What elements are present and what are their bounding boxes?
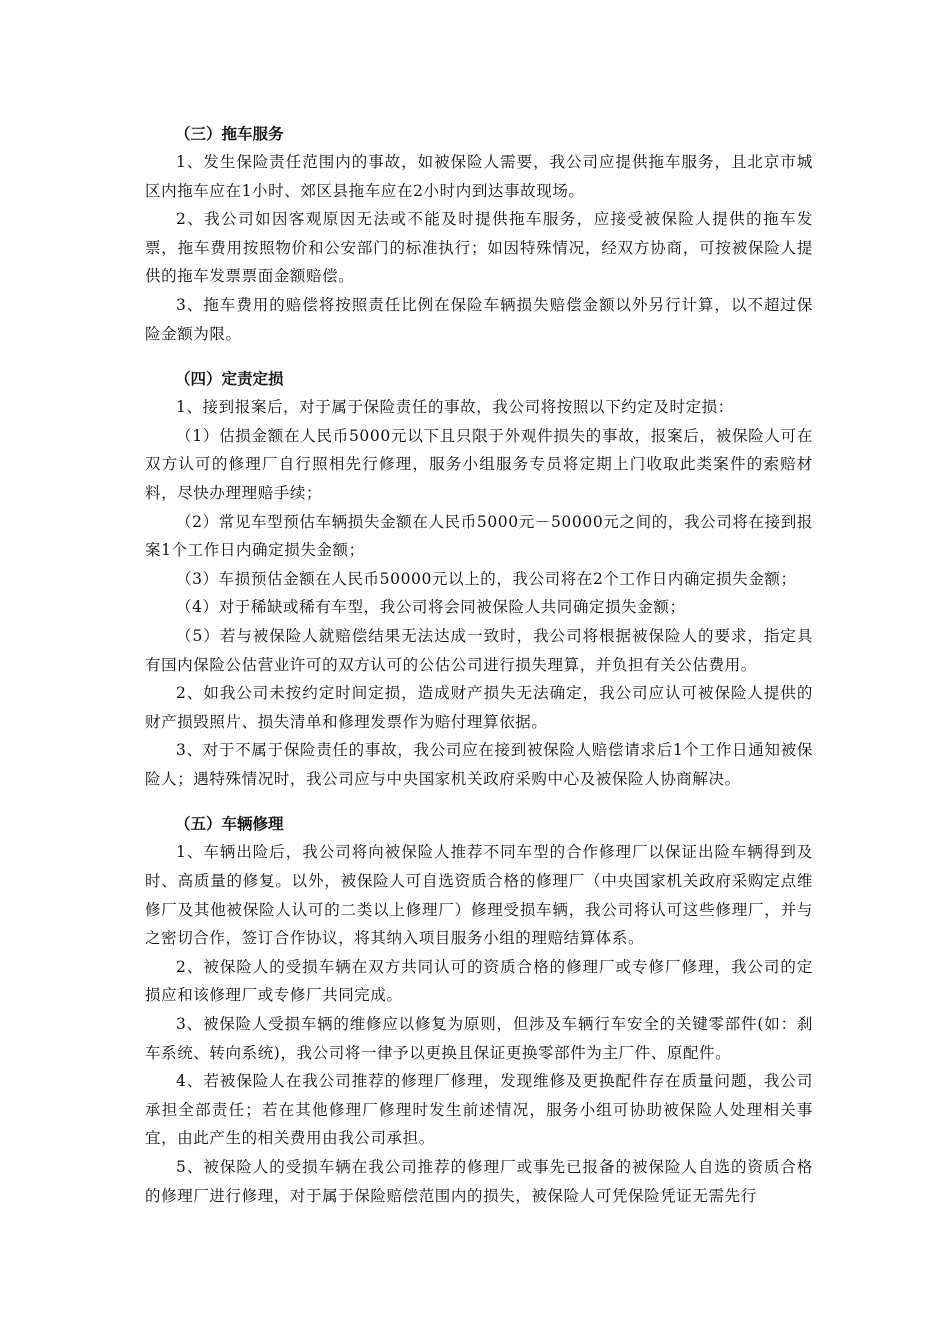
- paragraph: 1、发生保险责任范围内的事故，如被保险人需要，我公司应提供拖车服务，且北京市城区内拖车应在1小时、郊区县拖车应在2小时内到达事故现场。: [145, 153, 813, 200]
- paragraph: （5）若与被保险人就赔偿结果无法达成一致时，我公司将根据被保险人的要求，指定具有国内保险公估营业许可的双方认可的公估公司进行损失理算，并负担有关公估费用。: [145, 626, 813, 674]
- paragraph: 5、被保险人的受损车辆在我公司推荐的修理厂或事先已报备的被保险人自选的资质合格的修理厂进行修理，对于属于保险赔偿范围内的损失，被保险人可凭保险凭证无需先行: [145, 1158, 813, 1205]
- document-page: [145, 120, 813, 1227]
- paragraph: 2、被保险人的受损车辆在双方共同认可的资质合格的修理厂或专修厂修理，我公司的定损应和该修理厂或专修厂共同完成。: [145, 957, 813, 1005]
- paragraph: 1、车辆出险后，我公司将向被保险人推荐不同车型的合作修理厂以保证出险车辆得到及时、高质量的修复。以外，被保险人可自选资质合格的修理厂（中央国家机关政府采购定点维修厂及其他被保险人认可的二类以上修理厂）修理受损车辆，我公司将认可这些修理厂，并与之密切合作，签订合作协议，将其纳入项目服务小组的理赔结算体系。: [145, 843, 813, 948]
- paragraph: （1）估损金额在人民币5000元以下且只限于外观件损失的事故，报案后，被保险人可在双方认可的修理厂自行照相先行修理，服务小组服务专员将定期上门收取此类案件的索赔材料，尽快办理理赔手续；: [145, 426, 813, 502]
- section-vehicle-repair: [145, 810, 813, 1210]
- section-heading: （四）定责定损: [175, 370, 284, 389]
- section-towing-service: [145, 120, 813, 348]
- paragraph: 3、对于不属于保险责任的事故，我公司应在接到被保险人赔偿请求后1个工作日通知被保险人；遇特殊情况时，我公司应与中央国家机关政府采购中心及被保险人协商解决。: [145, 741, 813, 788]
- paragraph: 3、被保险人受损车辆的维修应以修复为原则，但涉及车辆行车安全的关键零部件(如：刹车系统、转向系统)，我公司将一律予以更换且保证更换零部件为主厂件、原配件。: [145, 1015, 813, 1062]
- paragraph: 3、拖车费用的赔偿将按照责任比例在保险车辆损失赔偿金额以外另行计算，以不超过保险金额为限。: [145, 295, 813, 343]
- section-liability-assessment: [145, 365, 813, 793]
- paragraph: 1、接到报案后，对于属于保险责任的事故，我公司将按照以下约定及时定损：: [176, 398, 734, 417]
- paragraph: （3）车损预估金额在人民币50000元以上的，我公司将在2个工作日内确定损失金额；: [176, 569, 797, 588]
- section-heading: （五）车辆修理: [175, 815, 284, 834]
- paragraph: 2、如我公司未按约定时间定损，造成财产损失无法确定，我公司应认可被保险人提供的财产损毁照片、损失清单和修理发票作为赔付理算依据。: [145, 684, 813, 731]
- paragraph: （4）对于稀缺或稀有车型，我公司将会同被保险人共同确定损失金额；: [176, 598, 686, 617]
- paragraph: 2、我公司如因客观原因无法或不能及时提供拖车服务，应接受被保险人提供的拖车发票，拖车费用按照物价和公安部门的标准执行；如因特殊情况，经双方协商，可按被保险人提供的拖车发票票面金额赔偿。: [145, 210, 813, 286]
- paragraph: 4、若被保险人在我公司推荐的修理厂修理，发现维修及更换配件存在质量问题，我公司承担全部责任；若在其他修理厂修理时发生前述情况，服务小组可协助被保险人处理相关事宜，由此产生的相关费用由我公司承担。: [145, 1072, 813, 1148]
- section-heading: （三）拖车服务: [175, 125, 284, 143]
- paragraph: （2）常见车型预估车辆损失金额在人民币5000元－50000元之间的，我公司将在接到报案1个工作日内确定损失金额；: [145, 512, 813, 560]
